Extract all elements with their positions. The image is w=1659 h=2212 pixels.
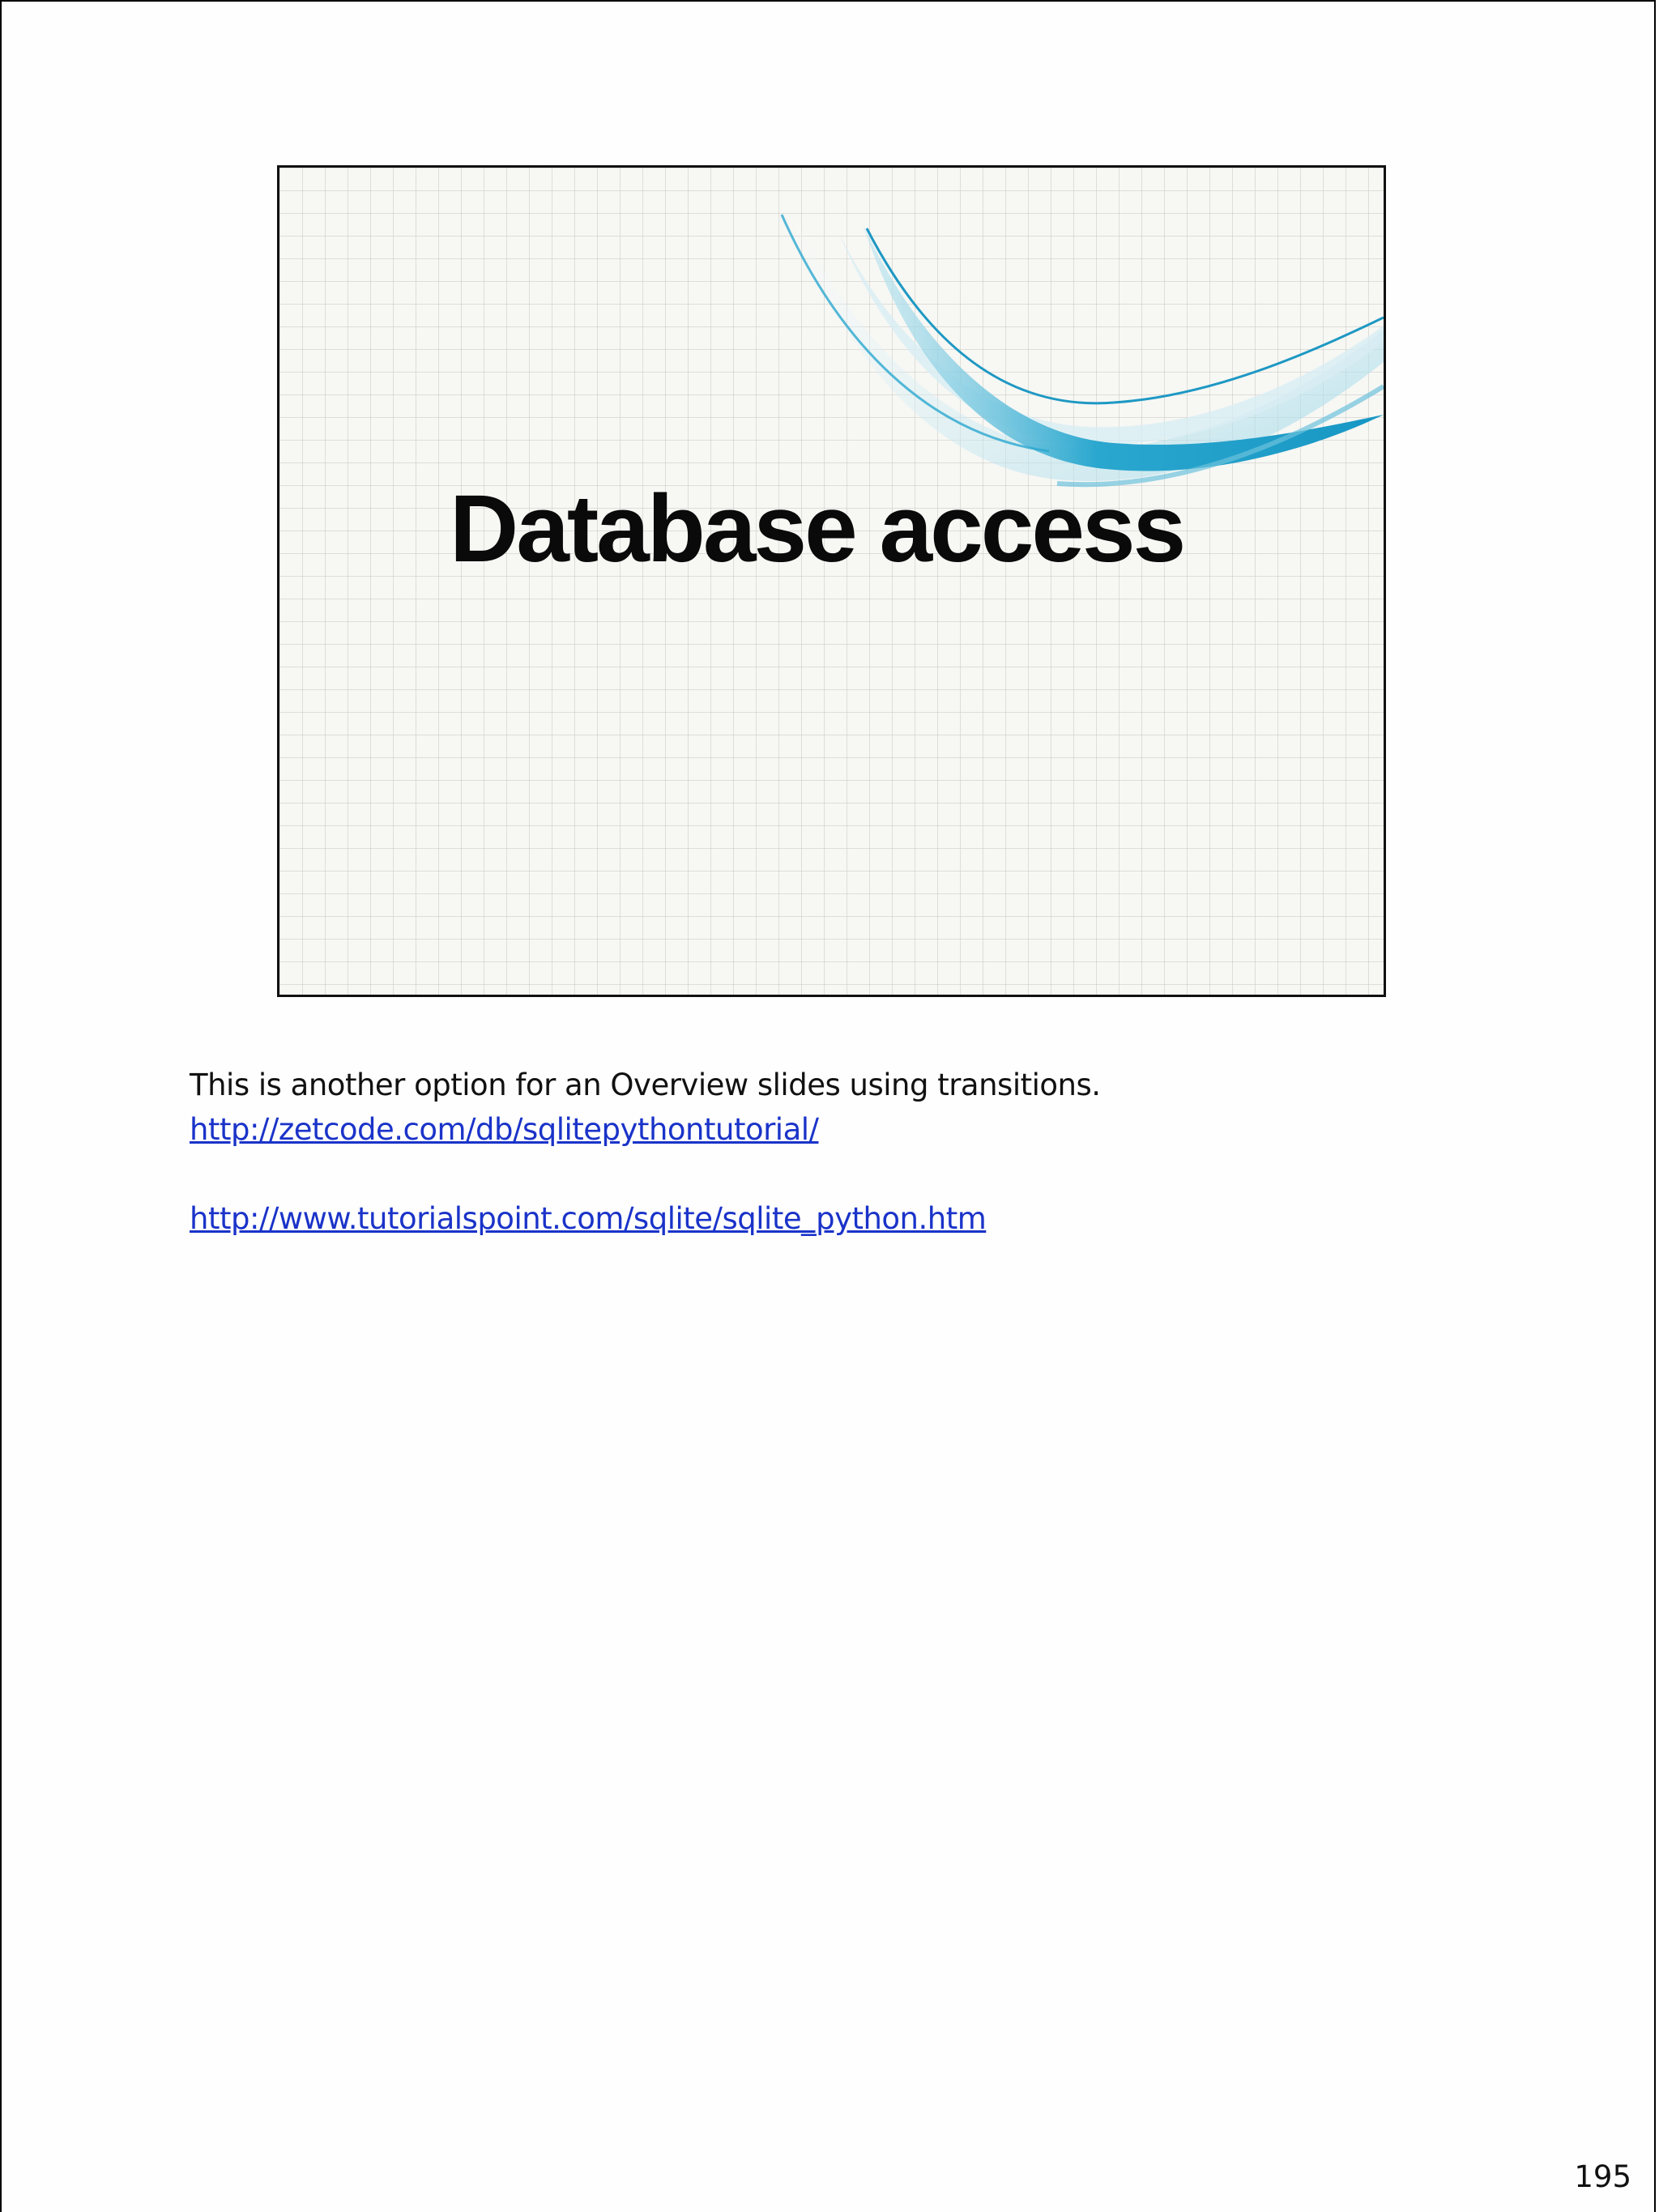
slide-thumbnail <box>277 165 1386 997</box>
speaker-notes <box>190 1063 1101 1241</box>
tutorialspoint-link[interactable]: http://www.tutorialspoint.com/sqlite/sqlite_python.htm <box>190 1201 987 1236</box>
notes-description: This is another option for an Overview slides using transitions. <box>190 1068 1101 1102</box>
blank-line <box>190 1152 1101 1196</box>
page-number: 195 <box>1574 2159 1631 2194</box>
slide-title: Database access <box>450 475 1184 582</box>
zetcode-link[interactable]: http://zetcode.com/db/sqlitepythontutorial/ <box>190 1112 819 1147</box>
